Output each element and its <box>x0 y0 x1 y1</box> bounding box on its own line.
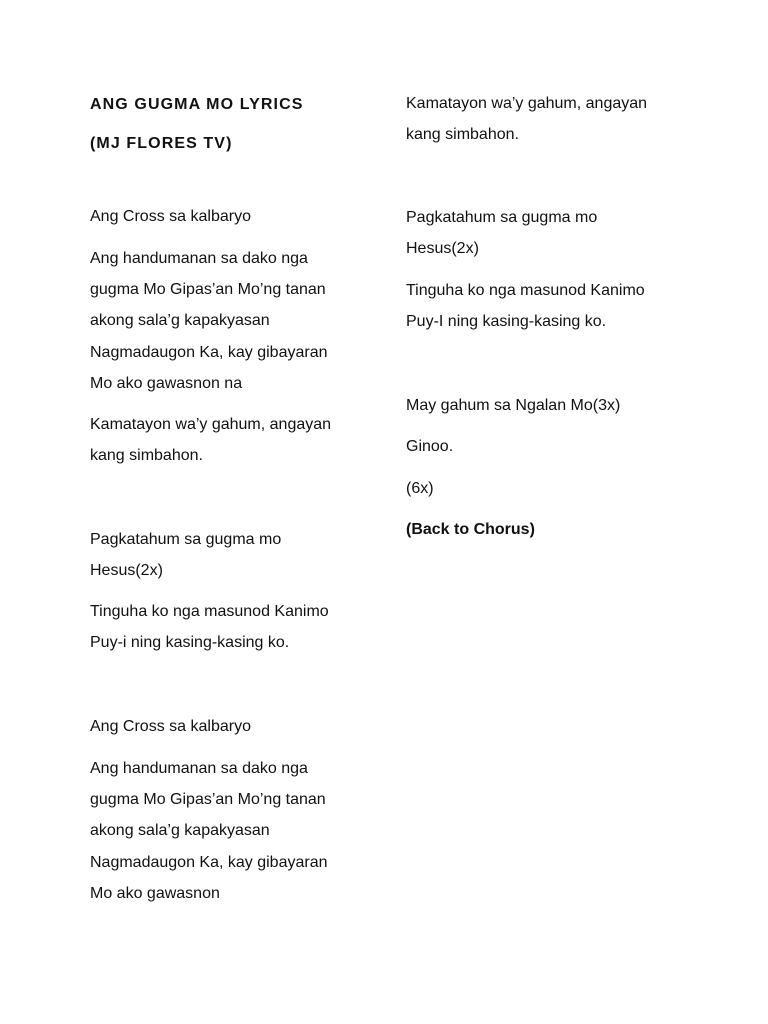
lyric-paragraph: Kamatayon wa’y gahum, angayan kang simbahon. <box>406 95 648 144</box>
lyric-paragraph: Ginoo. <box>406 438 454 455</box>
lyric-paragraph: Tinguha ko nga masunod Kanimo Puy-I ning kasing-kasing ko. <box>406 282 645 331</box>
document-title: ANG GUGMA MO LYRICS <box>90 96 304 113</box>
lyric-paragraph: Pagkatahum sa gugma mo Hesus(2x) <box>406 209 598 258</box>
lyric-paragraph: (6x) <box>406 480 434 497</box>
lyric-paragraph: Ang Cross sa kalbaryo <box>90 718 251 735</box>
document-subtitle: (MJ FLORES TV) <box>90 135 233 152</box>
lyric-paragraph: Ang handumanan sa dako nga gugma Mo Gipas’an Mo’ng tanan akong sala’g kapakyasan Nagmadaugon Ka, kay gibayaran Mo ako gawasnon <box>90 760 328 902</box>
lyric-paragraph: Tinguha ko nga masunod Kanimo Puy-i ning kasing-kasing ko. <box>90 603 329 652</box>
lyric-paragraph: Pagkatahum sa gugma mo Hesus(2x) <box>90 531 282 580</box>
lyric-paragraph: Ang handumanan sa dako nga gugma Mo Gipas’an Mo’ng tanan akong sala’g kapakyasan Nagmadaugon Ka, kay gibayaran Mo ako gawasnon na <box>90 250 328 392</box>
lyric-paragraph: May gahum sa Ngalan Mo(3x) <box>406 397 621 414</box>
lyric-paragraph: Ang Cross sa kalbaryo <box>90 208 251 225</box>
lyric-paragraph: Kamatayon wa’y gahum, angayan kang simbahon. <box>90 416 332 465</box>
chorus-note: (Back to Chorus) <box>406 521 535 538</box>
